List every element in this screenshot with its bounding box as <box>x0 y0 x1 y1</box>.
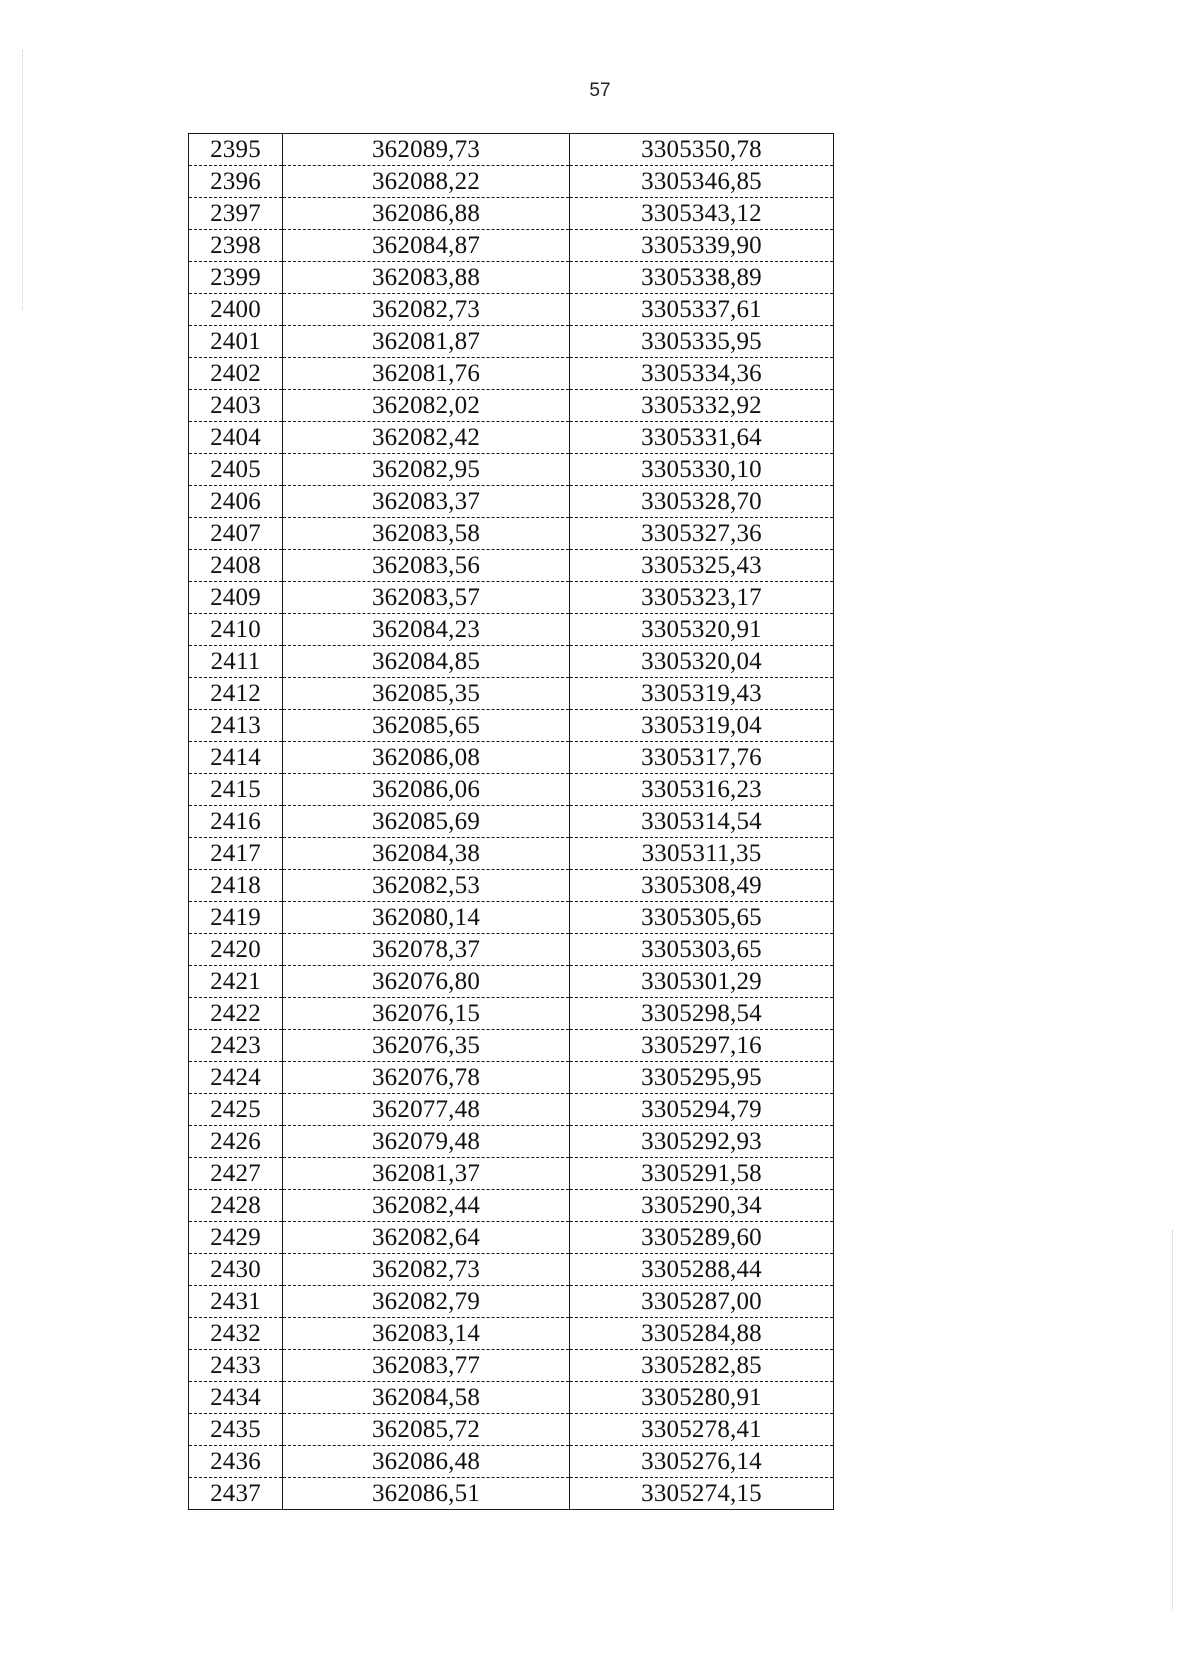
x-coordinate-cell: 362084,38 <box>283 838 570 870</box>
y-coordinate-cell: 3305289,60 <box>570 1222 834 1254</box>
table-row <box>189 806 834 838</box>
table-row <box>189 550 834 582</box>
point-number-cell: 2432 <box>189 1318 283 1350</box>
x-coordinate-cell: 362082,53 <box>283 870 570 902</box>
x-coordinate-cell: 362082,02 <box>283 390 570 422</box>
point-number-cell: 2409 <box>189 582 283 614</box>
table-row <box>189 710 834 742</box>
table-row <box>189 1446 834 1478</box>
x-coordinate-cell: 362085,72 <box>283 1414 570 1446</box>
table-row <box>189 614 834 646</box>
point-number-cell: 2405 <box>189 454 283 486</box>
point-number-cell: 2395 <box>189 134 283 166</box>
table-row <box>189 166 834 198</box>
y-coordinate-cell: 3305334,36 <box>570 358 834 390</box>
table-row <box>189 1190 834 1222</box>
point-number-cell: 2399 <box>189 262 283 294</box>
point-number-cell: 2436 <box>189 1446 283 1478</box>
x-coordinate-cell: 362076,78 <box>283 1062 570 1094</box>
y-coordinate-cell: 3305282,85 <box>570 1350 834 1382</box>
y-coordinate-cell: 3305330,10 <box>570 454 834 486</box>
point-number-cell: 2414 <box>189 742 283 774</box>
table-row <box>189 1094 834 1126</box>
y-coordinate-cell: 3305295,95 <box>570 1062 834 1094</box>
table-row <box>189 1158 834 1190</box>
point-number-cell: 2408 <box>189 550 283 582</box>
table-row <box>189 774 834 806</box>
y-coordinate-cell: 3305317,76 <box>570 742 834 774</box>
y-coordinate-cell: 3305316,23 <box>570 774 834 806</box>
table-row <box>189 1254 834 1286</box>
x-coordinate-cell: 362089,73 <box>283 134 570 166</box>
point-number-cell: 2398 <box>189 230 283 262</box>
y-coordinate-cell: 3305337,61 <box>570 294 834 326</box>
point-number-cell: 2412 <box>189 678 283 710</box>
table-row <box>189 1286 834 1318</box>
x-coordinate-cell: 362086,08 <box>283 742 570 774</box>
x-coordinate-cell: 362081,87 <box>283 326 570 358</box>
point-number-cell: 2404 <box>189 422 283 454</box>
table-row <box>189 678 834 710</box>
x-coordinate-cell: 362078,37 <box>283 934 570 966</box>
scan-edge-mark-right <box>1172 1230 1173 1610</box>
x-coordinate-cell: 362082,73 <box>283 294 570 326</box>
point-number-cell: 2433 <box>189 1350 283 1382</box>
table-row <box>189 1414 834 1446</box>
point-number-cell: 2421 <box>189 966 283 998</box>
point-number-cell: 2420 <box>189 934 283 966</box>
y-coordinate-cell: 3305331,64 <box>570 422 834 454</box>
x-coordinate-cell: 362084,87 <box>283 230 570 262</box>
table-row <box>189 422 834 454</box>
point-number-cell: 2415 <box>189 774 283 806</box>
x-coordinate-cell: 362083,58 <box>283 518 570 550</box>
x-coordinate-cell: 362082,64 <box>283 1222 570 1254</box>
x-coordinate-cell: 362082,42 <box>283 422 570 454</box>
point-number-cell: 2418 <box>189 870 283 902</box>
x-coordinate-cell: 362085,35 <box>283 678 570 710</box>
x-coordinate-cell: 362088,22 <box>283 166 570 198</box>
x-coordinate-cell: 362083,14 <box>283 1318 570 1350</box>
point-number-cell: 2396 <box>189 166 283 198</box>
point-number-cell: 2425 <box>189 1094 283 1126</box>
point-number-cell: 2403 <box>189 390 283 422</box>
x-coordinate-cell: 362086,88 <box>283 198 570 230</box>
point-number-cell: 2427 <box>189 1158 283 1190</box>
point-number-cell: 2430 <box>189 1254 283 1286</box>
table-row <box>189 1478 834 1510</box>
table-row <box>189 358 834 390</box>
y-coordinate-cell: 3305325,43 <box>570 550 834 582</box>
y-coordinate-cell: 3305319,04 <box>570 710 834 742</box>
y-coordinate-cell: 3305291,58 <box>570 1158 834 1190</box>
x-coordinate-cell: 362085,65 <box>283 710 570 742</box>
x-coordinate-cell: 362082,44 <box>283 1190 570 1222</box>
y-coordinate-cell: 3305280,91 <box>570 1382 834 1414</box>
point-number-cell: 2437 <box>189 1478 283 1510</box>
table-row <box>189 294 834 326</box>
table-row <box>189 390 834 422</box>
y-coordinate-cell: 3305287,00 <box>570 1286 834 1318</box>
table-row <box>189 1030 834 1062</box>
point-number-cell: 2401 <box>189 326 283 358</box>
table-row <box>189 1062 834 1094</box>
point-number-cell: 2434 <box>189 1382 283 1414</box>
x-coordinate-cell: 362083,37 <box>283 486 570 518</box>
x-coordinate-cell: 362082,73 <box>283 1254 570 1286</box>
table-row <box>189 1126 834 1158</box>
x-coordinate-cell: 362081,76 <box>283 358 570 390</box>
x-coordinate-cell: 362076,35 <box>283 1030 570 1062</box>
table-row <box>189 1350 834 1382</box>
table-row <box>189 934 834 966</box>
x-coordinate-cell: 362084,85 <box>283 646 570 678</box>
y-coordinate-cell: 3305332,92 <box>570 390 834 422</box>
point-number-cell: 2426 <box>189 1126 283 1158</box>
point-number-cell: 2435 <box>189 1414 283 1446</box>
y-coordinate-cell: 3305294,79 <box>570 1094 834 1126</box>
y-coordinate-cell: 3305276,14 <box>570 1446 834 1478</box>
table-row <box>189 198 834 230</box>
x-coordinate-cell: 362086,48 <box>283 1446 570 1478</box>
point-number-cell: 2419 <box>189 902 283 934</box>
x-coordinate-cell: 362084,23 <box>283 614 570 646</box>
point-number-cell: 2417 <box>189 838 283 870</box>
table-row <box>189 454 834 486</box>
x-coordinate-cell: 362082,79 <box>283 1286 570 1318</box>
y-coordinate-cell: 3305308,49 <box>570 870 834 902</box>
point-number-cell: 2423 <box>189 1030 283 1062</box>
table-row <box>189 262 834 294</box>
point-number-cell: 2431 <box>189 1286 283 1318</box>
table-row <box>189 1382 834 1414</box>
table-row <box>189 870 834 902</box>
y-coordinate-cell: 3305319,43 <box>570 678 834 710</box>
scan-edge-mark-left <box>22 50 23 310</box>
x-coordinate-cell: 362082,95 <box>283 454 570 486</box>
page-number: 57 <box>589 80 611 101</box>
table-row <box>189 838 834 870</box>
y-coordinate-cell: 3305339,90 <box>570 230 834 262</box>
y-coordinate-cell: 3305350,78 <box>570 134 834 166</box>
x-coordinate-cell: 362076,80 <box>283 966 570 998</box>
x-coordinate-cell: 362083,77 <box>283 1350 570 1382</box>
y-coordinate-cell: 3305323,17 <box>570 582 834 614</box>
x-coordinate-cell: 362083,57 <box>283 582 570 614</box>
point-number-cell: 2397 <box>189 198 283 230</box>
y-coordinate-cell: 3305327,36 <box>570 518 834 550</box>
y-coordinate-cell: 3305335,95 <box>570 326 834 358</box>
y-coordinate-cell: 3305297,16 <box>570 1030 834 1062</box>
x-coordinate-cell: 362077,48 <box>283 1094 570 1126</box>
y-coordinate-cell: 3305284,88 <box>570 1318 834 1350</box>
y-coordinate-cell: 3305290,34 <box>570 1190 834 1222</box>
point-number-cell: 2400 <box>189 294 283 326</box>
x-coordinate-cell: 362086,51 <box>283 1478 570 1510</box>
y-coordinate-cell: 3305288,44 <box>570 1254 834 1286</box>
point-number-cell: 2406 <box>189 486 283 518</box>
table-row <box>189 582 834 614</box>
table-row <box>189 230 834 262</box>
x-coordinate-cell: 362083,88 <box>283 262 570 294</box>
point-number-cell: 2411 <box>189 646 283 678</box>
x-coordinate-cell: 362083,56 <box>283 550 570 582</box>
x-coordinate-cell: 362081,37 <box>283 1158 570 1190</box>
y-coordinate-cell: 3305328,70 <box>570 486 834 518</box>
coordinates-table-body <box>189 134 834 1510</box>
table-row <box>189 326 834 358</box>
y-coordinate-cell: 3305274,15 <box>570 1478 834 1510</box>
x-coordinate-cell: 362076,15 <box>283 998 570 1030</box>
table-row <box>189 1222 834 1254</box>
point-number-cell: 2402 <box>189 358 283 390</box>
y-coordinate-cell: 3305320,91 <box>570 614 834 646</box>
table-row <box>189 134 834 166</box>
point-number-cell: 2424 <box>189 1062 283 1094</box>
table-row <box>189 518 834 550</box>
y-coordinate-cell: 3305278,41 <box>570 1414 834 1446</box>
y-coordinate-cell: 3305292,93 <box>570 1126 834 1158</box>
table-row <box>189 646 834 678</box>
coordinates-table <box>188 133 834 1510</box>
y-coordinate-cell: 3305303,65 <box>570 934 834 966</box>
y-coordinate-cell: 3305311,35 <box>570 838 834 870</box>
x-coordinate-cell: 362085,69 <box>283 806 570 838</box>
y-coordinate-cell: 3305346,85 <box>570 166 834 198</box>
x-coordinate-cell: 362086,06 <box>283 774 570 806</box>
x-coordinate-cell: 362079,48 <box>283 1126 570 1158</box>
point-number-cell: 2410 <box>189 614 283 646</box>
point-number-cell: 2428 <box>189 1190 283 1222</box>
table-row <box>189 966 834 998</box>
y-coordinate-cell: 3305305,65 <box>570 902 834 934</box>
x-coordinate-cell: 362084,58 <box>283 1382 570 1414</box>
point-number-cell: 2422 <box>189 998 283 1030</box>
y-coordinate-cell: 3305320,04 <box>570 646 834 678</box>
y-coordinate-cell: 3305298,54 <box>570 998 834 1030</box>
point-number-cell: 2413 <box>189 710 283 742</box>
y-coordinate-cell: 3305301,29 <box>570 966 834 998</box>
table-row <box>189 742 834 774</box>
table-row <box>189 902 834 934</box>
x-coordinate-cell: 362080,14 <box>283 902 570 934</box>
y-coordinate-cell: 3305338,89 <box>570 262 834 294</box>
table-row <box>189 1318 834 1350</box>
table-row <box>189 998 834 1030</box>
point-number-cell: 2416 <box>189 806 283 838</box>
point-number-cell: 2407 <box>189 518 283 550</box>
y-coordinate-cell: 3305314,54 <box>570 806 834 838</box>
point-number-cell: 2429 <box>189 1222 283 1254</box>
table-row <box>189 486 834 518</box>
y-coordinate-cell: 3305343,12 <box>570 198 834 230</box>
